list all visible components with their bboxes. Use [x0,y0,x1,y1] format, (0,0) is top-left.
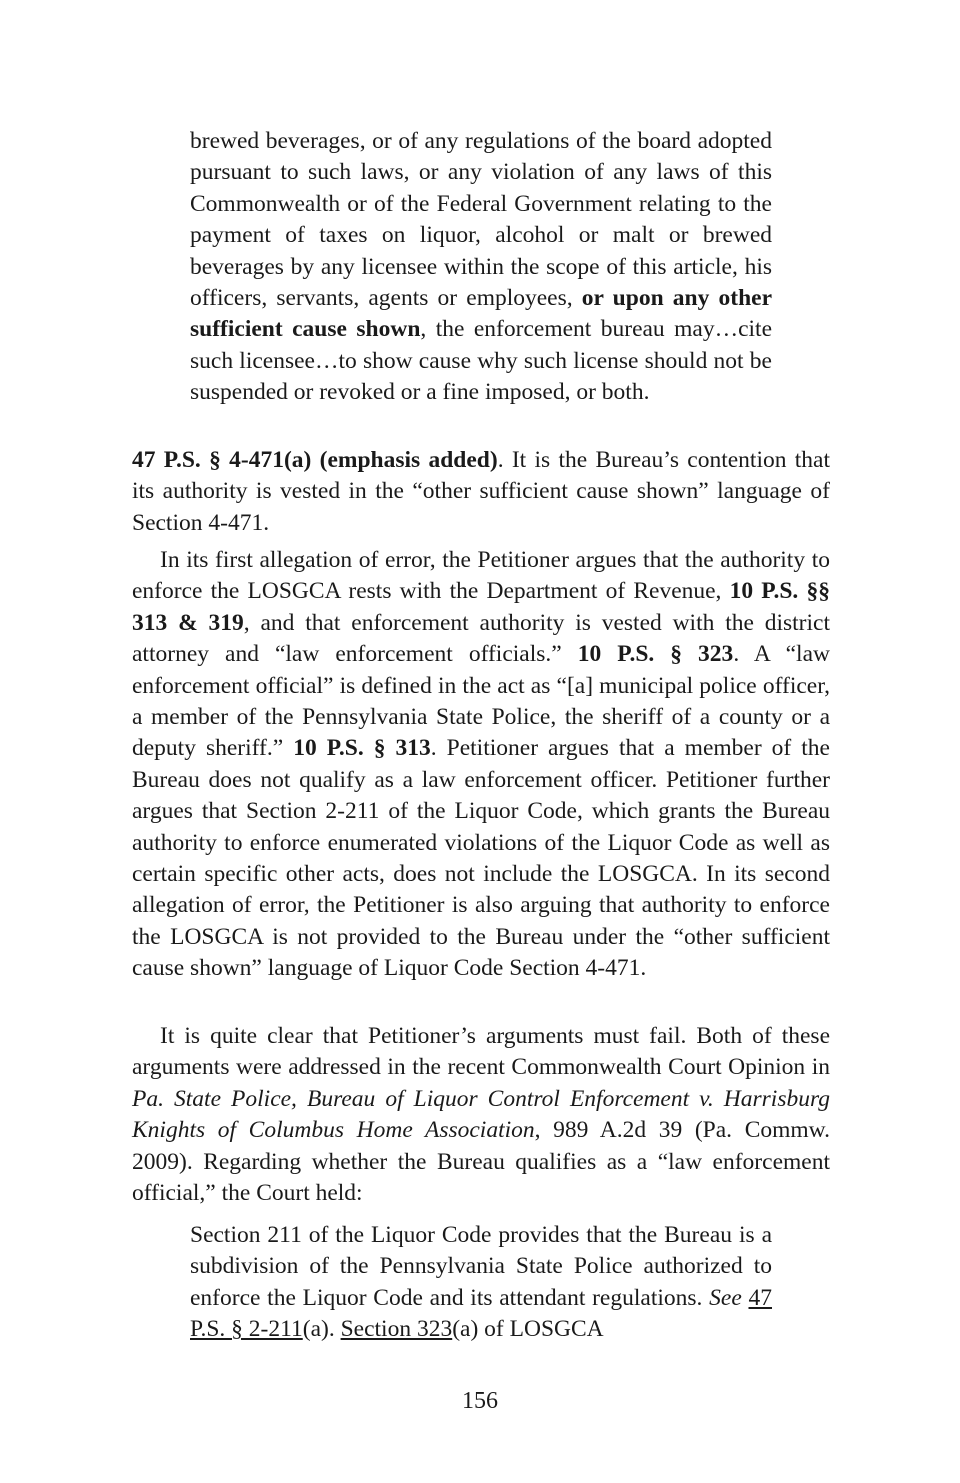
paragraph-citation [132,445,830,539]
case-name: Pa. State Police, Bureau of Liquor Control Enforcement v. Harrisburg Knights of Columbus Home Association [132,1085,830,1144]
quote-text: , the enforcement bureau may…cite such licensee…to show cause why such license should not be suspended or revoked or a fine imposed, or both. [190,316,772,406]
statute-citation: 47 P.S. § 4-471(a) (emphasis added) [132,447,498,473]
statute-citation: 10 P.S. §§ 313 & 319 [132,578,830,636]
paragraph-text: It is quite clear that Petitioner’s arguments must fail. Both of these arguments were addressed in the recent Commonwealth Court Opinion in [132,1023,830,1081]
paragraph-text: , 989 A.2d 39 (Pa. Commw. 2009). Regarding whether the Bureau qualifies as a “law enforcement official,” the Court held: [132,1117,830,1207]
section-link[interactable]: Section 323 [340,1316,453,1343]
block-quote-statute [190,126,772,409]
quote-bold-emphasis: or upon any other sufficient cause shown [190,285,772,343]
paragraph-text: , and that enforcement authority is vested with the district attorney and “law enforcement officials.” [132,609,830,668]
quote-text: (a) of LOSGCA [452,1316,604,1343]
paragraph-text: . A “law enforcement official” is defined in the act as “[a] municipal police officer, a member of the Pennsylvania State Police, the sheriff of a county or a deputy sheriff.” [132,641,830,762]
paragraph-text: In its first allegation of error, the Petitioner argues that the authority to enforce the LOSGCA rests with the Department of Revenue, [132,547,830,605]
quote-text: Section 211 of the Liquor Code provides that the Bureau is a subdivision of the Pennsylvania State Police authorized to enforce the Liquor Code and its attendant regulations. [190,1222,772,1311]
paragraph-first-allegation [132,545,830,985]
block-quote-court-holding [190,1220,772,1346]
statute-link[interactable]: 47 P.S. § 2-211 [190,1284,772,1343]
statute-citation: 10 P.S. § 323 [577,641,734,668]
paragraph-conclusion [132,1021,830,1209]
paragraph-text: . Petitioner argues that a member of the Bureau does not qualify as a law enforcement officer. Petitioner further argues that Section 2-211 of the Liquor Code, which grants the Bureau authority to enforce enumerated violations of the Liquor Code as well as certain specific other acts, does not include the LOSGCA. In its second allegation of error, the Petitioner is also arguing that authority to enforce the LOSGCA is not provided to the Bureau under the “other sufficient cause shown” language of Liquor Code Section 4-471. [132,735,830,982]
paragraph-text: . It is the Bureau’s contention that its authority is vested in the “other sufficient cause shown” language of Section 4-471. [132,447,830,536]
quote-text: brewed beverages, or of any regulations of the board adopted pursuant to such laws, or any violation of any laws of this Commonwealth or of the Federal Government relating to the payment of taxes on liquor, alcohol or malt or brewed beverages by any licensee within the scope of this article, his officers, servants, agents or employees, [190,128,772,312]
page-number: 156 [462,1388,498,1414]
statute-citation: 10 P.S. § 313 [293,735,431,762]
see-signal: See [709,1284,742,1311]
quote-text: (a). [302,1316,341,1343]
